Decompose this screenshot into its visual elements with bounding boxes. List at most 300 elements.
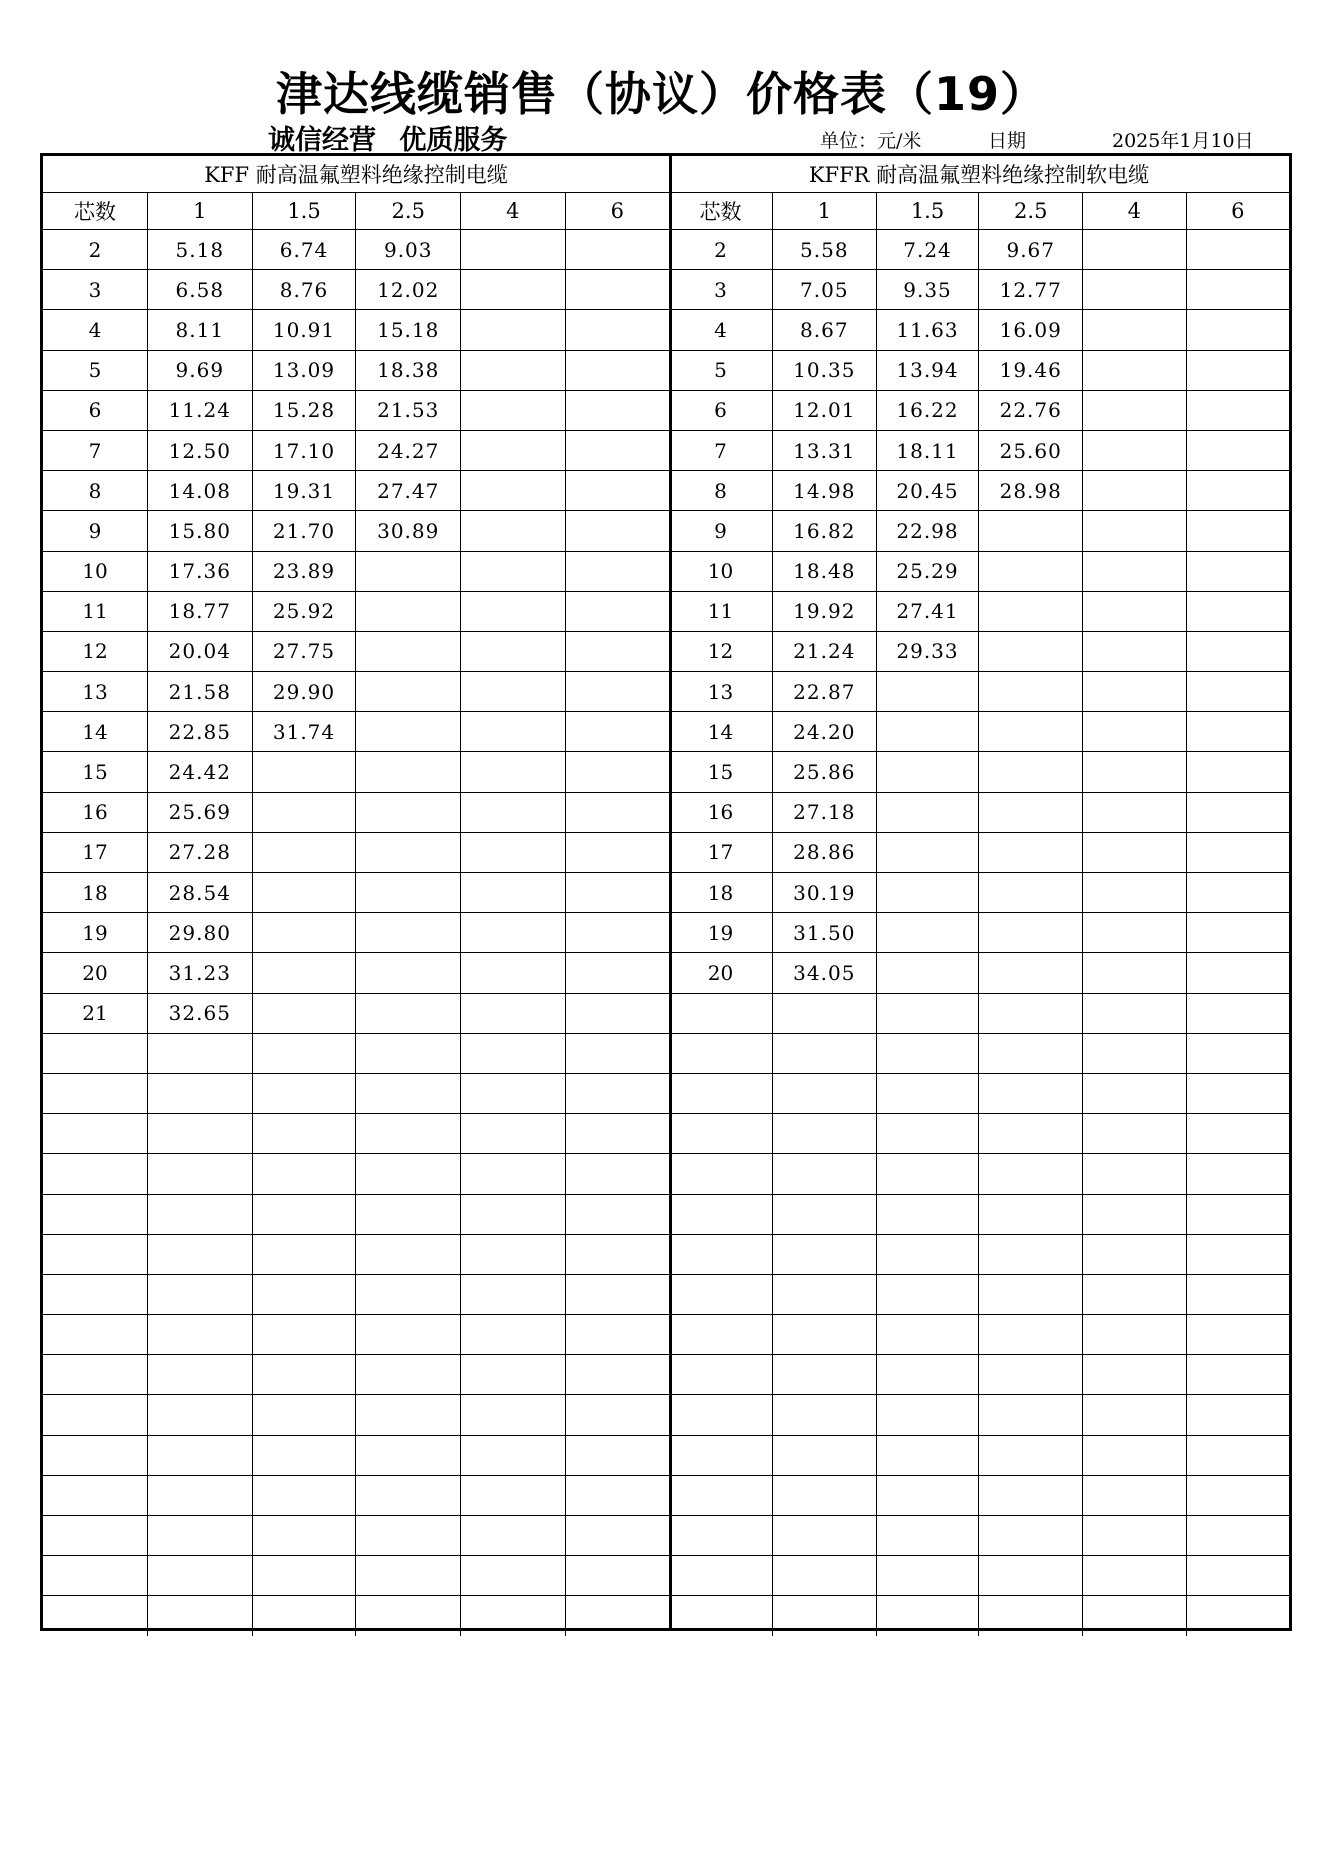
kff-price-cell: [461, 913, 566, 953]
kffr-price-cell: [1186, 1475, 1289, 1515]
kff-table-row: [43, 631, 669, 671]
kffr-price-cell: [979, 953, 1083, 993]
kff-core-count-cell: [43, 1033, 148, 1073]
kff-core-count-cell: 11: [43, 591, 148, 631]
kff-price-cell: [565, 230, 669, 270]
kffr-table-row: [669, 310, 1289, 350]
kffr-price-cell: [1083, 591, 1187, 631]
kff-table-row: [43, 873, 669, 913]
kff-table-row: [43, 1234, 669, 1274]
kffr-core-count-cell: [669, 1475, 773, 1515]
kffr-price-cell: [1083, 832, 1187, 872]
kff-column-header: 6: [565, 193, 669, 230]
kffr-table-row: [669, 1355, 1289, 1395]
kffr-price-cell: [1186, 953, 1289, 993]
kff-price-cell: 9.69: [148, 350, 253, 390]
kff-price-cell: [461, 832, 566, 872]
kffr-price-cell: 25.86: [773, 752, 877, 792]
kffr-price-cell: [979, 1114, 1083, 1154]
kff-core-count-cell: 16: [43, 792, 148, 832]
kff-price-cell: [252, 1475, 356, 1515]
kffr-price-cell: [979, 1596, 1083, 1636]
date-label: 日期: [988, 130, 1027, 152]
kff-price-cell: 29.80: [148, 913, 253, 953]
kff-core-count-cell: 10: [43, 551, 148, 591]
kff-price-cell: [252, 993, 356, 1033]
kff-price-cell: [252, 1154, 356, 1194]
kff-price-cell: [565, 270, 669, 310]
kff-price-cell: [565, 1596, 669, 1636]
kffr-core-count-cell: 20: [669, 953, 773, 993]
kffr-price-cell: [1083, 1234, 1187, 1274]
kff-core-count-cell: 5: [43, 350, 148, 390]
kffr-price-cell: 7.24: [876, 230, 979, 270]
kff-price-cell: [148, 1033, 253, 1073]
kffr-price-cell: [773, 1475, 877, 1515]
kffr-price-cell: [1083, 873, 1187, 913]
kff-price-cell: [356, 1516, 461, 1556]
kffr-price-cell: [1083, 471, 1187, 511]
kffr-price-cell: [979, 511, 1083, 551]
kffr-core-count-cell: 2: [669, 230, 773, 270]
kff-table-row: [43, 832, 669, 872]
kff-price-cell: [461, 993, 566, 1033]
kffr-table-row: [669, 1556, 1289, 1596]
kffr-price-cell: [773, 1315, 877, 1355]
kff-core-count-cell: 21: [43, 993, 148, 1033]
kff-price-cell: 15.80: [148, 511, 253, 551]
kffr-price-cell: [876, 1315, 979, 1355]
kff-price-cell: [148, 1355, 253, 1395]
kff-core-count-cell: 15: [43, 752, 148, 792]
kff-price-cell: [565, 310, 669, 350]
kffr-price-cell: [773, 1556, 877, 1596]
kffr-price-cell: 30.19: [773, 873, 877, 913]
kffr-price-cell: [1083, 953, 1187, 993]
kffr-table-row: [669, 1073, 1289, 1113]
kff-price-cell: [461, 591, 566, 631]
kff-price-cell: [252, 1556, 356, 1596]
kffr-price-cell: [1083, 1435, 1187, 1475]
kff-price-cell: [565, 1033, 669, 1073]
kffr-price-cell: 29.33: [876, 631, 979, 671]
kffr-price-cell: 18.48: [773, 551, 877, 591]
kffr-price-cell: [876, 1194, 979, 1234]
kff-price-cell: 5.18: [148, 230, 253, 270]
kffr-price-cell: [773, 1114, 877, 1154]
kff-table-row: [43, 591, 669, 631]
kff-price-cell: 24.27: [356, 430, 461, 470]
kff-price-cell: 17.36: [148, 551, 253, 591]
kff-core-count-cell: [43, 1355, 148, 1395]
kff-price-cell: [252, 1234, 356, 1274]
kff-price-cell: 18.38: [356, 350, 461, 390]
kffr-price-cell: 7.05: [773, 270, 877, 310]
kffr-column-header: 2.5: [979, 193, 1083, 230]
kffr-price-cell: [979, 993, 1083, 1033]
kffr-price-cell: [1186, 752, 1289, 792]
kffr-price-cell: 5.58: [773, 230, 877, 270]
kffr-price-cell: 12.01: [773, 390, 877, 430]
kff-table-row: [43, 270, 669, 310]
kff-price-cell: [565, 672, 669, 712]
kffr-table-row: [669, 832, 1289, 872]
kffr-price-table: [669, 156, 1289, 1636]
kffr-price-cell: [1083, 551, 1187, 591]
kff-price-cell: [461, 1194, 566, 1234]
kff-price-cell: [461, 631, 566, 671]
kff-core-count-cell: 14: [43, 712, 148, 752]
date-value: 2025年1月10日: [1112, 130, 1254, 152]
kffr-table-row: [669, 350, 1289, 390]
kffr-price-cell: [1186, 591, 1289, 631]
kff-core-count-cell: [43, 1194, 148, 1234]
kffr-price-cell: [1083, 993, 1187, 1033]
kff-price-cell: [565, 993, 669, 1033]
kffr-price-cell: 25.29: [876, 551, 979, 591]
kff-price-cell: [252, 1596, 356, 1636]
kff-table-row: [43, 1516, 669, 1556]
kff-price-cell: [252, 1355, 356, 1395]
kffr-table-row: [669, 1435, 1289, 1475]
kff-price-cell: [356, 1355, 461, 1395]
kffr-price-cell: [1186, 1033, 1289, 1073]
kffr-core-count-cell: 16: [669, 792, 773, 832]
kffr-table-row: [669, 430, 1289, 470]
kff-price-cell: [356, 551, 461, 591]
kffr-table-row: [669, 390, 1289, 430]
kffr-price-cell: 25.60: [979, 430, 1083, 470]
price-sheet: [40, 153, 1292, 1631]
kff-price-cell: [565, 471, 669, 511]
kff-price-cell: [148, 1475, 253, 1515]
kffr-price-cell: [773, 1435, 877, 1475]
kffr-core-count-cell: [669, 1114, 773, 1154]
kff-core-count-cell: 13: [43, 672, 148, 712]
kffr-price-cell: 9.35: [876, 270, 979, 310]
kffr-price-cell: [773, 1395, 877, 1435]
kffr-price-cell: [979, 752, 1083, 792]
kff-price-cell: [461, 1234, 566, 1274]
kffr-price-cell: [876, 1475, 979, 1515]
kffr-price-cell: 10.35: [773, 350, 877, 390]
kff-price-cell: [565, 1073, 669, 1113]
kff-price-cell: 23.89: [252, 551, 356, 591]
kffr-table-row: [669, 953, 1289, 993]
kff-price-cell: [461, 230, 566, 270]
kffr-price-cell: [1186, 471, 1289, 511]
kff-core-count-cell: [43, 1073, 148, 1113]
kff-price-cell: [461, 1475, 566, 1515]
kff-price-cell: [356, 1395, 461, 1435]
kffr-core-count-cell: 3: [669, 270, 773, 310]
kffr-price-cell: 28.86: [773, 832, 877, 872]
kff-price-cell: [565, 1556, 669, 1596]
kffr-price-cell: 27.41: [876, 591, 979, 631]
kff-price-cell: 6.58: [148, 270, 253, 310]
kffr-price-cell: 13.94: [876, 350, 979, 390]
kff-price-cell: 15.18: [356, 310, 461, 350]
kff-price-cell: 24.42: [148, 752, 253, 792]
kff-table-row: [43, 1274, 669, 1314]
kff-price-cell: [565, 913, 669, 953]
kff-column-header: 2.5: [356, 193, 461, 230]
kff-table-row: [43, 1355, 669, 1395]
kff-price-cell: [461, 1154, 566, 1194]
kffr-core-count-cell: 4: [669, 310, 773, 350]
kffr-price-cell: [773, 1516, 877, 1556]
kffr-price-cell: [979, 792, 1083, 832]
kffr-price-cell: [1186, 712, 1289, 752]
kff-price-cell: 13.09: [252, 350, 356, 390]
kffr-core-count-cell: 15: [669, 752, 773, 792]
kffr-price-cell: 13.31: [773, 430, 877, 470]
kffr-column-header: 4: [1083, 193, 1187, 230]
kff-price-cell: 22.85: [148, 712, 253, 752]
kffr-price-cell: [979, 1355, 1083, 1395]
kffr-core-count-cell: [669, 1033, 773, 1073]
kff-price-cell: [356, 1194, 461, 1234]
kff-price-cell: [356, 712, 461, 752]
kff-price-cell: [356, 953, 461, 993]
kffr-table-row: [669, 1194, 1289, 1234]
kff-price-cell: [148, 1556, 253, 1596]
kff-price-cell: [461, 270, 566, 310]
kffr-column-header: 6: [1186, 193, 1289, 230]
kff-price-cell: [565, 1475, 669, 1515]
kffr-price-cell: [1083, 1033, 1187, 1073]
kffr-price-cell: [1083, 1475, 1187, 1515]
kffr-price-cell: 18.11: [876, 430, 979, 470]
kffr-core-count-cell: 19: [669, 913, 773, 953]
kffr-price-cell: [1186, 792, 1289, 832]
kffr-table-row: [669, 1475, 1289, 1515]
kff-core-count-cell: 6: [43, 390, 148, 430]
kff-table-row: [43, 712, 669, 752]
kffr-table-row: [669, 230, 1289, 270]
kffr-core-count-cell: [669, 1556, 773, 1596]
kff-table-row: [43, 1435, 669, 1475]
kff-core-count-cell: [43, 1315, 148, 1355]
kffr-core-count-cell: 12: [669, 631, 773, 671]
kff-price-cell: [356, 1274, 461, 1314]
kff-price-cell: 21.53: [356, 390, 461, 430]
page-title: 津达线缆销售（协议）价格表（19）: [275, 67, 1047, 121]
kff-price-cell: [461, 511, 566, 551]
kff-price-cell: [356, 1154, 461, 1194]
kffr-price-cell: [1083, 752, 1187, 792]
kff-price-cell: [565, 953, 669, 993]
kff-price-cell: [252, 1315, 356, 1355]
kffr-core-count-cell: [669, 1274, 773, 1314]
kffr-price-cell: [979, 1395, 1083, 1435]
kffr-price-cell: [1186, 230, 1289, 270]
kff-core-count-cell: [43, 1556, 148, 1596]
kff-core-count-cell: [43, 1274, 148, 1314]
kffr-price-cell: [876, 913, 979, 953]
kff-price-cell: [356, 993, 461, 1033]
kffr-price-cell: [1186, 350, 1289, 390]
kffr-price-cell: 22.76: [979, 390, 1083, 430]
kffr-price-cell: [1186, 1234, 1289, 1274]
kffr-core-count-cell: 6: [669, 390, 773, 430]
kff-table-row: [43, 1154, 669, 1194]
kff-column-header: 1: [148, 193, 253, 230]
kffr-table-row: [669, 551, 1289, 591]
kff-price-cell: [252, 913, 356, 953]
kffr-price-cell: 19.92: [773, 591, 877, 631]
kffr-price-cell: 28.98: [979, 471, 1083, 511]
kffr-price-cell: [1186, 1114, 1289, 1154]
kff-price-cell: [148, 1154, 253, 1194]
kffr-core-count-cell: [669, 1154, 773, 1194]
kff-price-cell: [356, 1033, 461, 1073]
kff-price-cell: [356, 631, 461, 671]
kffr-core-count-cell: 8: [669, 471, 773, 511]
kff-panel: [43, 156, 672, 1628]
kff-price-cell: 12.02: [356, 270, 461, 310]
kffr-price-cell: [979, 631, 1083, 671]
kff-price-cell: [356, 1114, 461, 1154]
kffr-price-cell: 14.98: [773, 471, 877, 511]
kffr-price-cell: [876, 1556, 979, 1596]
kff-core-count-cell: 12: [43, 631, 148, 671]
kff-price-cell: [461, 712, 566, 752]
kff-price-cell: [252, 873, 356, 913]
kff-table-row: [43, 993, 669, 1033]
kff-price-cell: 18.77: [148, 591, 253, 631]
kffr-price-cell: 19.46: [979, 350, 1083, 390]
kff-price-cell: 10.91: [252, 310, 356, 350]
kffr-price-cell: [1083, 631, 1187, 671]
kff-core-count-cell: [43, 1435, 148, 1475]
kffr-table-row: [669, 270, 1289, 310]
kff-price-cell: [565, 1435, 669, 1475]
kffr-price-cell: [1186, 1194, 1289, 1234]
kffr-price-cell: [979, 1234, 1083, 1274]
kffr-price-cell: [979, 1073, 1083, 1113]
kffr-price-cell: [876, 712, 979, 752]
kff-price-cell: 6.74: [252, 230, 356, 270]
kffr-price-cell: [979, 712, 1083, 752]
kffr-table-row: [669, 631, 1289, 671]
kffr-price-cell: [876, 672, 979, 712]
kff-price-cell: [461, 752, 566, 792]
kffr-table-row: [669, 873, 1289, 913]
kff-core-count-cell: 7: [43, 430, 148, 470]
kff-column-header: 芯数: [43, 193, 148, 230]
kff-table-row: [43, 672, 669, 712]
kffr-price-cell: [1083, 1154, 1187, 1194]
kff-price-cell: [565, 430, 669, 470]
kffr-table-row: [669, 471, 1289, 511]
kff-price-cell: 32.65: [148, 993, 253, 1033]
kff-price-cell: 11.24: [148, 390, 253, 430]
kff-price-cell: [461, 792, 566, 832]
kffr-price-cell: [1186, 631, 1289, 671]
kffr-price-cell: [1083, 390, 1187, 430]
kffr-price-cell: [876, 1596, 979, 1636]
kffr-core-count-cell: [669, 993, 773, 1033]
kff-price-cell: [565, 1315, 669, 1355]
kffr-price-cell: 11.63: [876, 310, 979, 350]
kff-price-cell: [356, 1556, 461, 1596]
kffr-price-cell: 16.09: [979, 310, 1083, 350]
kffr-price-cell: [979, 551, 1083, 591]
kffr-table-row: [669, 591, 1289, 631]
kff-price-cell: [356, 672, 461, 712]
kff-core-count-cell: 18: [43, 873, 148, 913]
kffr-core-count-cell: 17: [669, 832, 773, 872]
kff-price-cell: 31.23: [148, 953, 253, 993]
kffr-price-cell: [979, 1475, 1083, 1515]
kff-product-title: KFF 耐高温氟塑料绝缘控制电缆: [43, 156, 669, 193]
kffr-price-cell: [1186, 832, 1289, 872]
kff-price-cell: [461, 1395, 566, 1435]
kff-price-cell: [356, 1073, 461, 1113]
kff-table-row: [43, 1114, 669, 1154]
kff-core-count-cell: 17: [43, 832, 148, 872]
kff-price-cell: [252, 1274, 356, 1314]
kff-price-cell: 25.69: [148, 792, 253, 832]
kffr-price-cell: [773, 1596, 877, 1636]
kffr-price-cell: 22.98: [876, 511, 979, 551]
kffr-table-row: [669, 1154, 1289, 1194]
kffr-price-cell: [876, 1154, 979, 1194]
kff-column-header: 4: [461, 193, 566, 230]
kff-price-cell: [565, 1194, 669, 1234]
kffr-price-cell: [979, 1556, 1083, 1596]
kffr-price-cell: [1186, 873, 1289, 913]
kffr-price-cell: [876, 993, 979, 1033]
kffr-table-row: [669, 1315, 1289, 1355]
kffr-price-cell: [773, 1033, 877, 1073]
kffr-price-cell: [1083, 511, 1187, 551]
kffr-price-cell: [1186, 1274, 1289, 1314]
kffr-price-cell: [1083, 1073, 1187, 1113]
kff-column-header-row: [43, 193, 669, 230]
kffr-core-count-cell: 10: [669, 551, 773, 591]
kff-table-row: [43, 792, 669, 832]
kff-table-row: [43, 1556, 669, 1596]
kffr-core-count-cell: [669, 1516, 773, 1556]
kff-price-cell: [252, 953, 356, 993]
kff-price-cell: [461, 1114, 566, 1154]
kffr-price-cell: [876, 1274, 979, 1314]
kffr-core-count-cell: 14: [669, 712, 773, 752]
kff-price-cell: [565, 1234, 669, 1274]
kffr-core-count-cell: 18: [669, 873, 773, 913]
kff-table-row: [43, 511, 669, 551]
kffr-price-cell: [1083, 1315, 1187, 1355]
kffr-price-cell: [1186, 1315, 1289, 1355]
slogan: 诚信经营 优质服务: [268, 125, 508, 156]
kff-price-cell: [565, 1274, 669, 1314]
kff-price-cell: [252, 832, 356, 872]
kffr-core-count-cell: 9: [669, 511, 773, 551]
kffr-price-cell: [979, 1154, 1083, 1194]
kffr-table-row: [669, 1274, 1289, 1314]
kffr-table-row: [669, 792, 1289, 832]
kff-price-cell: 30.89: [356, 511, 461, 551]
kff-core-count-cell: 4: [43, 310, 148, 350]
kffr-price-cell: [979, 591, 1083, 631]
kffr-price-cell: 27.18: [773, 792, 877, 832]
kffr-price-cell: 16.22: [876, 390, 979, 430]
kff-price-cell: [565, 1516, 669, 1556]
kff-price-cell: 19.31: [252, 471, 356, 511]
kffr-price-cell: [1186, 1596, 1289, 1636]
